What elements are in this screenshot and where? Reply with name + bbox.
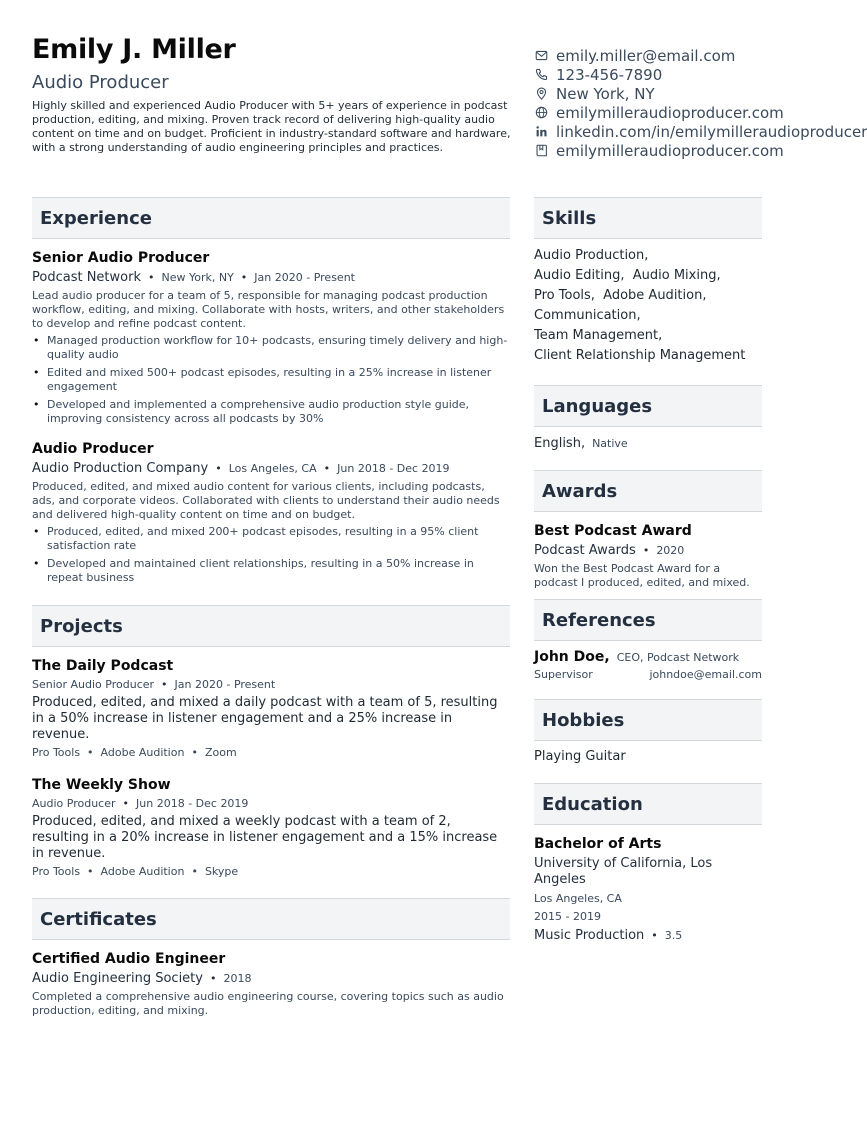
field-of-study: Music Production (534, 928, 645, 943)
skills-list (534, 246, 762, 366)
bullet-icon: • (33, 557, 40, 570)
section-title: Awards (542, 480, 618, 502)
job-meta (32, 270, 510, 285)
list-item (32, 334, 510, 362)
language-entry (534, 436, 762, 451)
bookmark-icon (534, 144, 548, 158)
bullet-icon: • (33, 398, 40, 411)
job-dates: Jun 2018 - Dec 2019 (337, 462, 450, 475)
job-title: Audio Producer (32, 441, 154, 457)
contact-phone[interactable] (534, 65, 794, 84)
contact-portfolio-text: emilymilleraudioproducer.com (556, 141, 784, 160)
job-dates: Jan 2020 - Present (254, 271, 355, 284)
reference-name: John Doe, (534, 649, 610, 665)
contact-email-text: emily.miller@email.com (556, 46, 736, 65)
certificate-description: Completed a comprehensive audio engineering course, covering topics such as audio production, editing, and mixing. (32, 990, 504, 1017)
highlight-text: Developed and implemented a comprehensive audio production style guide, improving consistency across all podcasts by 30% (47, 398, 470, 425)
project-dates: Jun 2018 - Dec 2019 (136, 797, 249, 810)
degree-title: Bachelor of Arts (534, 836, 662, 852)
reference-header (534, 649, 762, 665)
candidate-title: Audio Producer (32, 72, 169, 93)
skill-line: Team Management, (534, 328, 663, 343)
list-item (32, 557, 510, 585)
section-title: Certificates (40, 908, 157, 930)
section-heading-references (534, 599, 762, 641)
contact-info (534, 46, 867, 160)
project-entry (32, 776, 510, 878)
reference-email[interactable]: johndoe@email.com (649, 668, 762, 681)
project-description: Produced, edited, and mixed a daily podcast with a team of 5, resulting in a 50% increase in listener engagement and a 25% increase in revenue. (32, 695, 498, 742)
tool-tag: Skype (204, 865, 239, 878)
tool-tag: Zoom (204, 746, 237, 759)
professional-summary: Highly skilled and experienced Audio Producer with 5+ years of experience in podcast production, editing, and mixing. Proven track record of delivering high-quality audio content on time and on budget. Proficient in industry-standard software and hardware, with a strong understanding of audio engineering principles and practices. (32, 99, 511, 154)
job-location: New York, NY (161, 271, 234, 284)
tool-tag: Adobe Audition (100, 746, 185, 759)
job-description: Produced, edited, and mixed audio content for various clients, including podcasts, ads, and corporate videos. Collaborated with clients to understand their audio needs and delivered high-quality content on time and on budget. (32, 480, 500, 521)
section-title: Languages (542, 395, 653, 417)
experience-entry (32, 249, 510, 426)
tool-tag: Adobe Audition (100, 865, 185, 878)
project-dates: Jan 2020 - Present (174, 678, 276, 691)
tool-tag: Pro Tools (32, 746, 81, 759)
contact-linkedin-text: linkedin.com/in/emilymilleraudioproducer (556, 122, 867, 141)
language-name: English, (534, 436, 586, 451)
school-location: Los Angeles, CA (534, 892, 622, 905)
left-column (32, 197, 510, 1018)
highlight-text: Edited and mixed 500+ podcast episodes, resulting in a 25% increase in listener engagement (47, 366, 492, 393)
education-dates: 2015 - 2019 (534, 910, 601, 923)
education-entry (534, 835, 762, 943)
separator-dot: • (323, 462, 331, 475)
contact-phone-text: 123-456-7890 (556, 65, 663, 84)
contact-website-text: emilymilleraudioproducer.com (556, 103, 784, 122)
separator-dot: • (87, 746, 94, 759)
project-tools (32, 746, 510, 759)
certificate-year: 2018 (223, 972, 252, 985)
gpa: 3.5 (664, 929, 683, 942)
education-field-row (534, 928, 762, 943)
company-name: Audio Production Company (32, 461, 209, 476)
highlight-text: Managed production workflow for 10+ podcasts, ensuring timely delivery and high-quality audio (47, 334, 508, 361)
certificate-meta (32, 971, 510, 986)
project-description: Produced, edited, and mixed a weekly podcast with a team of 2, resulting in a 20% increase in listener engagement and a 15% increase in revenue. (32, 814, 498, 861)
list-item (32, 398, 510, 426)
section-title: Education (542, 793, 643, 815)
skill-line: Pro Tools, Adobe Audition, (534, 288, 707, 303)
list-item (32, 525, 510, 553)
reference-position: CEO, Podcast Network (616, 651, 740, 664)
project-meta (32, 678, 510, 691)
section-heading-languages (534, 385, 762, 427)
skill-line: Client Relationship Management (534, 348, 746, 363)
location-pin-icon (534, 87, 548, 101)
section-title: References (542, 609, 656, 631)
contact-email[interactable] (534, 46, 794, 65)
skill-line: Audio Editing, Audio Mixing, (534, 268, 721, 283)
job-highlights (32, 525, 510, 585)
section-heading-certificates (32, 898, 510, 940)
project-role: Audio Producer (32, 797, 116, 810)
highlight-text: Produced, edited, and mixed 200+ podcast episodes, resulting in a 95% client satisfaction rate (47, 525, 479, 552)
separator-dot: • (215, 462, 222, 475)
separator-dot: • (147, 271, 155, 284)
phone-icon (534, 68, 548, 82)
award-meta (534, 543, 762, 558)
award-description: Won the Best Podcast Award for a podcast I produced, edited, and mixed. (534, 562, 750, 589)
job-highlights (32, 334, 510, 426)
reference-entry (534, 649, 762, 681)
project-title: The Daily Podcast (32, 658, 174, 674)
tool-tag: Pro Tools (32, 865, 81, 878)
section-title: Hobbies (542, 709, 625, 731)
school-name: University of California, Los Angeles (534, 856, 713, 887)
reference-details (534, 668, 762, 681)
separator-dot: • (240, 271, 248, 284)
globe-icon (534, 106, 548, 120)
project-role: Senior Audio Producer (32, 678, 155, 691)
section-heading-awards (534, 470, 762, 512)
job-location: Los Angeles, CA (228, 462, 317, 475)
project-entry (32, 657, 510, 759)
language-level: Native (592, 437, 628, 450)
right-column (534, 197, 762, 943)
separator-dot: • (191, 746, 198, 759)
section-heading-hobbies (534, 699, 762, 741)
separator-dot: • (122, 797, 130, 810)
bullet-icon: • (33, 366, 40, 379)
job-title: Senior Audio Producer (32, 250, 210, 266)
contact-portfolio[interactable] (534, 141, 794, 160)
award-title: Best Podcast Award (534, 523, 692, 539)
section-heading-skills (534, 197, 762, 239)
contact-linkedin[interactable] (534, 122, 867, 141)
contact-location-text: New York, NY (556, 84, 655, 103)
project-meta (32, 797, 510, 810)
resume-header (32, 34, 512, 155)
separator-dot: • (191, 865, 198, 878)
certificate-entry (32, 950, 510, 1018)
project-title: The Weekly Show (32, 777, 171, 793)
job-meta (32, 461, 510, 476)
section-title: Experience (40, 207, 152, 229)
candidate-name: Emily J. Miller (32, 34, 236, 65)
certificate-issuer: Audio Engineering Society (32, 971, 203, 986)
certificate-title: Certified Audio Engineer (32, 951, 226, 967)
award-entry (534, 522, 762, 590)
section-title: Projects (40, 615, 123, 637)
separator-dot: • (651, 929, 658, 942)
separator-dot: • (87, 865, 94, 878)
contact-website[interactable] (534, 103, 794, 122)
separator-dot: • (642, 544, 650, 557)
section-heading-education (534, 783, 762, 825)
highlight-text: Developed and maintained client relationships, resulting in a 50% increase in repeat business (47, 557, 474, 584)
award-issuer: Podcast Awards (534, 543, 636, 558)
company-name: Podcast Network (32, 270, 141, 285)
experience-entry (32, 440, 510, 585)
reference-relationship: Supervisor (534, 668, 593, 681)
award-year: 2020 (656, 544, 685, 557)
separator-dot: • (209, 972, 217, 985)
skill-line: Communication, (534, 308, 641, 323)
hobby-item: Playing Guitar (534, 749, 626, 764)
contact-location (534, 84, 794, 103)
list-item (32, 366, 510, 394)
job-description: Lead audio producer for a team of 5, responsible for managing podcast production workflow, editing, and mixing. Collaborate with hosts, writers, and other stakeholders to develop and refine podcast content. (32, 289, 505, 330)
separator-dot: • (161, 678, 168, 691)
skill-line: Audio Production, (534, 248, 649, 263)
section-heading-experience (32, 197, 510, 239)
section-heading-projects (32, 605, 510, 647)
linkedin-icon (534, 125, 548, 139)
mail-icon (534, 49, 548, 63)
section-title: Skills (542, 207, 597, 229)
bullet-icon: • (33, 525, 40, 538)
bullet-icon: • (33, 334, 40, 347)
project-tools (32, 865, 510, 878)
